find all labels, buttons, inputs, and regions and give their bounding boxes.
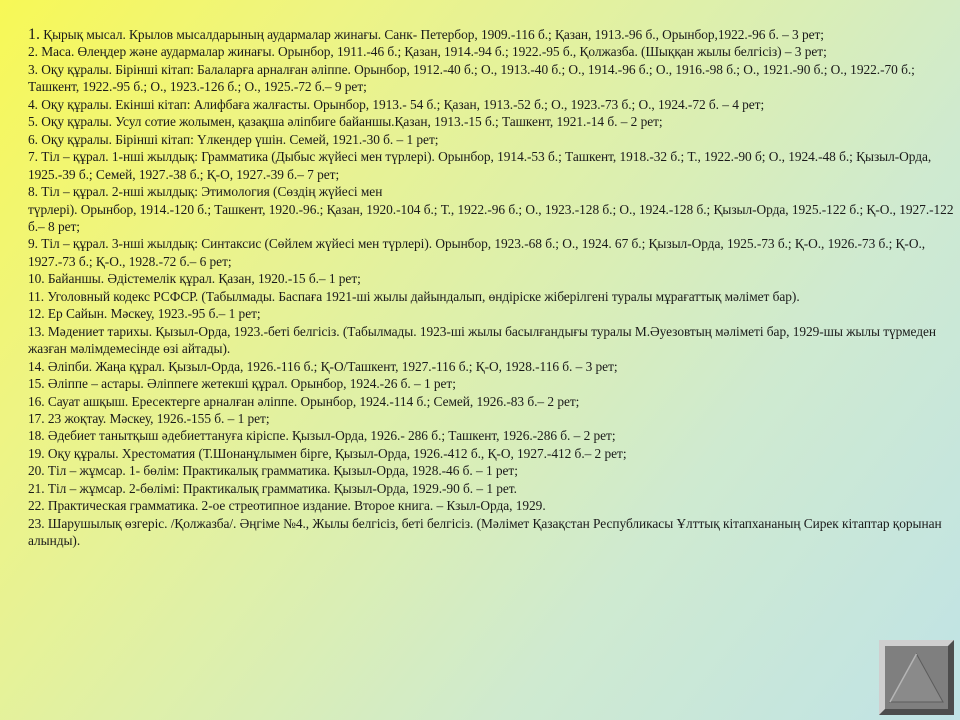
bibliography-list xyxy=(28,26,954,550)
list-item: 5. Оқу құралы. Усул сотие жолымен, қазақша әліпбиге байаншы.Қазан, 1913.-15 б.; Ташкент, 1921.-14 б. – 2 рет; xyxy=(28,114,663,130)
list-item: 9. Тіл – құрал. 3-нші жылдық: Синтаксис (Сөйлем жүйесі мен түрлері). Орынбор, 1923.-68 б.; О., 1924. 67 б.; Қызыл-Орда, 1925.-73 б.; Қ-О., 1926.-73 б.; Қ-О., 1927.-73 б.; Қ-О., 1928.-72 б.– 6 рет; xyxy=(28,236,926,269)
list-item: 21. Тіл – жұмсар. 2-бөлімі: Практикалық грамматика. Қызыл-Орда, 1929.-90 б. – 1 рет. xyxy=(28,480,517,496)
list-item: 18. Әдебиет танытқыш әдебиеттануға кіріспе. Қызыл-Орда, 1926.- 286 б.; Ташкент, 1926.-286 б. – 2 рет; xyxy=(28,428,616,444)
list-item: 10. Байаншы. Әдістемелік құрал. Қазан, 1920.-15 б.– 1 рет; xyxy=(28,271,361,287)
triangle-up-icon xyxy=(879,640,954,715)
list-item: 15. Әліппе – астары. Әліппеге жетекші құрал. Орынбор, 1924.-26 б. – 1 рет; xyxy=(28,376,456,392)
list-item: 6. Оқу құралы. Бірінші кітап: Үлкендер үшін. Семей, 1921.-30 б. – 1 рет; xyxy=(28,131,439,147)
list-item: 12. Ер Сайын. Мәскеу, 1923.-95 б.– 1 рет; xyxy=(28,306,261,322)
list-item: 8. Тіл – құрал. 2-нші жылдық: Этимология (Сөздің жүйесі мен түрлері). Орынбор, 1914.-120 б.; Ташкент, 1920.-96.; Қазан, 1920.-104 б.; Т., 1922.-96 б.; О., 1923.-128 б.; О., 1924.-128 б.; Қызыл-Орда, 1925.-122 б.; Қ-О., 1927.-122 б.– 8 рет; xyxy=(28,184,954,234)
list-item: 20. Тіл – жұмсар. 1- бөлім: Практикалық грамматика. Қызыл-Орда, 1928.-46 б. – 1 рет; xyxy=(28,463,518,479)
list-item: 14. Әліпби. Жаңа құрал. Қызыл-Орда, 1926.-116 б.; Қ-О/Ташкент, 1927.-116 б.; Қ-О, 1928.-116 б. – 3 рет; xyxy=(28,358,618,374)
back-navigation-button[interactable] xyxy=(879,640,954,715)
list-item: 2. Маса. Өлеңдер және аудармалар жинағы. Орынбор, 1911.-46 б.; Қазан, 1914.-94 б.; 1922.-95 б., Қолжазба. (Шыққан жылы белгісіз) – 3 рет; xyxy=(28,44,827,60)
list-item: 11. Уголовный кодекс РСФСР. (Табылмады. Баспаға 1921-ші жылы дайындалып, өндіріске жіберілгені туралы мұрағаттық мәлімет бар). xyxy=(28,288,800,304)
list-item: 23. Шарушылық өзгеріс. /Қолжазба/. Әңгіме №4., Жылы белгісіз, беті белгісіз. (Мәлімет Қазақстан Республикасы Ұлттық кітапхананың Сирек кітаптар қорынан алынды). xyxy=(28,515,942,549)
list-item: 19. Оқу құралы. Хрестоматия (Т.Шонанұлымен бірге, Қызыл-Орда, 1926.-412 б., Қ-О, 1927.-412 б.– 2 рет; xyxy=(28,445,627,461)
list-item-number: 1. xyxy=(28,26,40,43)
list-item: 7. Тіл – құрал. 1-нші жылдық: Грамматика (Дыбыс жүйесі мен түрлері). Орынбор, 1914.-53 б.; Ташкент, 1918.-32 б.; Т., 1922.-90 б; О., 1924.-48 б.; Қызыл-Орда, 1925.-39 б.; Семей, 1927.-38 б.; Қ-О, 1927.-39 б.– 7 рет; xyxy=(28,149,932,182)
list-item: 4. Оқу құралы. Екінші кітап: Алифбаға жалғасты. Орынбор, 1913.- 54 б.; Қазан, 1913.-52 б.; О., 1923.-73 б.; О., 1924.-72 б. – 4 рет; xyxy=(28,96,765,112)
list-item: 16. Сауат ашқыш. Ересектерге арналған әліппе. Орынбор, 1924.-114 б.; Семей, 1926.-83 б.– 2 рет; xyxy=(28,393,580,409)
list-item: 13. Мәдениет тарихы. Қызыл-Орда, 1923.-беті белгісіз. (Табылмады. 1923-ші жылы басылғандығы туралы М.Әуезовтың мәліметі бар, 1929-шы жылы түрмеден жазған мәлімдемесінде өзі айтады). xyxy=(28,323,937,357)
list-item: 3. Оқу құралы. Бірінші кітап: Балаларға арналған әліппе. Орынбор, 1912.-40 б.; О., 1913.-40 б.; О., 1914.-96 б.; О., 1916.-98 б.; О., 1921.-90 б.; О., 1922.-70 б.; Ташкент, 1922.-95 б.; О., 1923.-126 б.; О., 1925.-72 б.– 9 рет; xyxy=(28,61,915,95)
list-item: 17. 23 жоқтау. Мәскеу, 1926.-155 б. – 1 рет; xyxy=(28,410,270,426)
list-item xyxy=(28,26,954,43)
list-item: 22. Практическая грамматика. 2-ое стреотипное издание. Второе книга. – Кзыл-Орда, 1929. xyxy=(28,498,546,514)
list-item-text: Қырық мысал. Крылов мысалдарының аудармалар жинағы. Санк- Петербор, 1909.-116 б.; Қазан, 1913.-96 б., Орынбор,1922.-96 б. – 3 рет; xyxy=(39,27,824,42)
